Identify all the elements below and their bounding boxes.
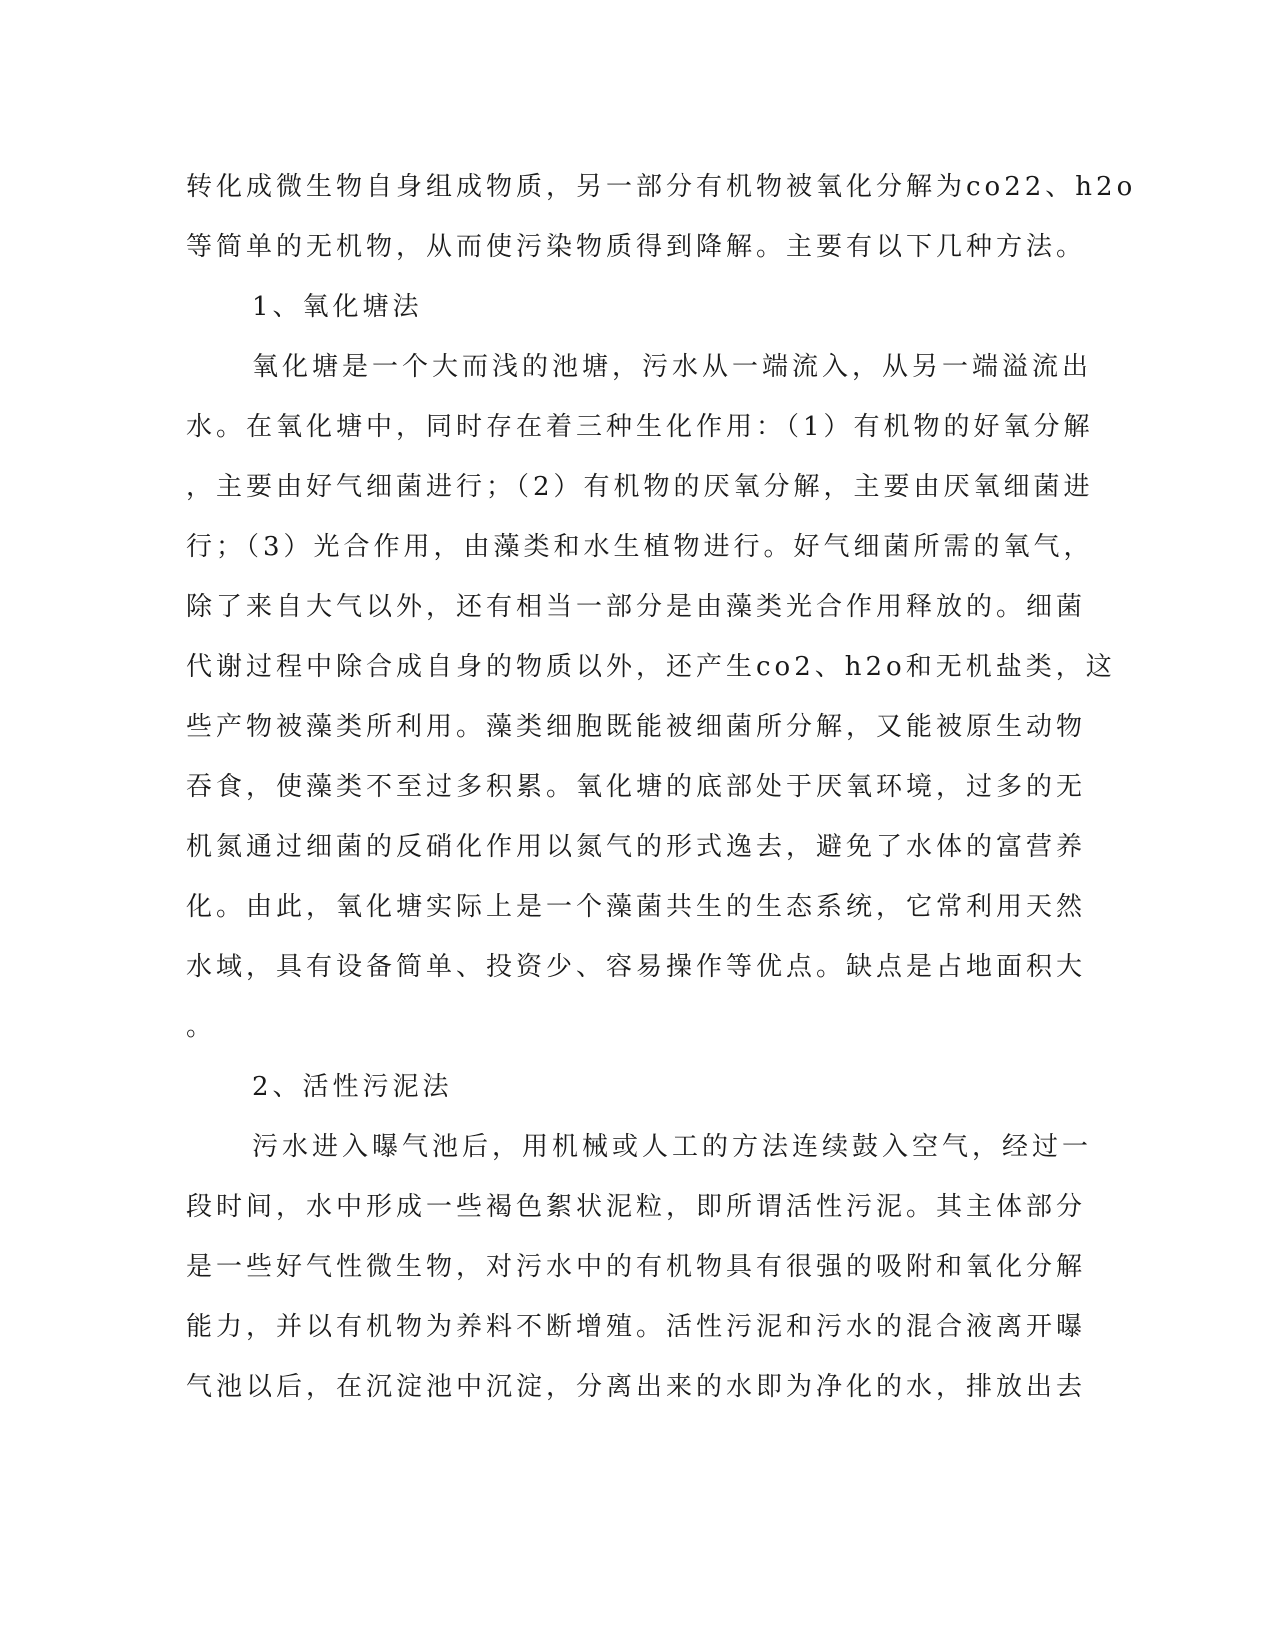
text-line: ，主要由好气细菌进行；（2）有机物的厌氧分解，主要由厌氧细菌进 (186, 472, 1094, 502)
text-line: 机氮通过细菌的反硝化作用以氮气的形式逸去，避免了水体的富营养 (186, 832, 1087, 862)
text-line: 代谢过程中除合成自身的物质以外，还产生co2、h2o和无机盐类，这 (186, 652, 1116, 682)
text-line: 段时间，水中形成一些褐色絮状泥粒，即所谓活性污泥。其主体部分 (186, 1192, 1087, 1222)
text-line: 些产物被藻类所利用。藻类细胞既能被细菌所分解，又能被原生动物 (186, 712, 1087, 742)
body-text (186, 157, 1137, 1417)
text-line: 转化成微生物自身组成物质，另一部分有机物被氧化分解为co22、h2o (186, 172, 1137, 202)
text-line: 水域，具有设备简单、投资少、容易操作等优点。缺点是占地面积大 (186, 952, 1087, 982)
text-line: 是一些好气性微生物，对污水中的有机物具有很强的吸附和氧化分解 (186, 1252, 1087, 1282)
text-line: 等简单的无机物，从而使污染物质得到降解。主要有以下几种方法。 (186, 232, 1087, 262)
text-line: 。 (186, 1012, 217, 1042)
text-line: 除了来自大气以外，还有相当一部分是由藻类光合作用释放的。细菌 (186, 592, 1087, 622)
text-line: 吞食，使藻类不至过多积累。氧化塘的底部处于厌氧环境，过多的无 (186, 772, 1087, 802)
text-line: 水。在氧化塘中，同时存在着三种生化作用：（1）有机物的好氧分解 (186, 412, 1094, 442)
text-line: 能力，并以有机物为养料不断增殖。活性污泥和污水的混合液离开曝 (186, 1312, 1087, 1342)
text-line: 化。由此，氧化塘实际上是一个藻菌共生的生态系统，它常利用天然 (186, 892, 1087, 922)
paragraph-start: 氧化塘是一个大而浅的池塘，污水从一端流入，从另一端溢流出 (252, 352, 1093, 382)
section-heading-activated-sludge: 2、活性污泥法 (252, 1072, 453, 1102)
paragraph-start: 污水进入曝气池后，用机械或人工的方法连续鼓入空气，经过一 (252, 1132, 1093, 1162)
section-heading-oxidation-pond: 1、氧化塘法 (252, 292, 423, 322)
text-line: 气池以后，在沉淀池中沉淀，分离出来的水即为净化的水，排放出去 (186, 1372, 1087, 1402)
text-line: 行；（3）光合作用，由藻类和水生植物进行。好气细菌所需的氧气， (186, 532, 1094, 562)
